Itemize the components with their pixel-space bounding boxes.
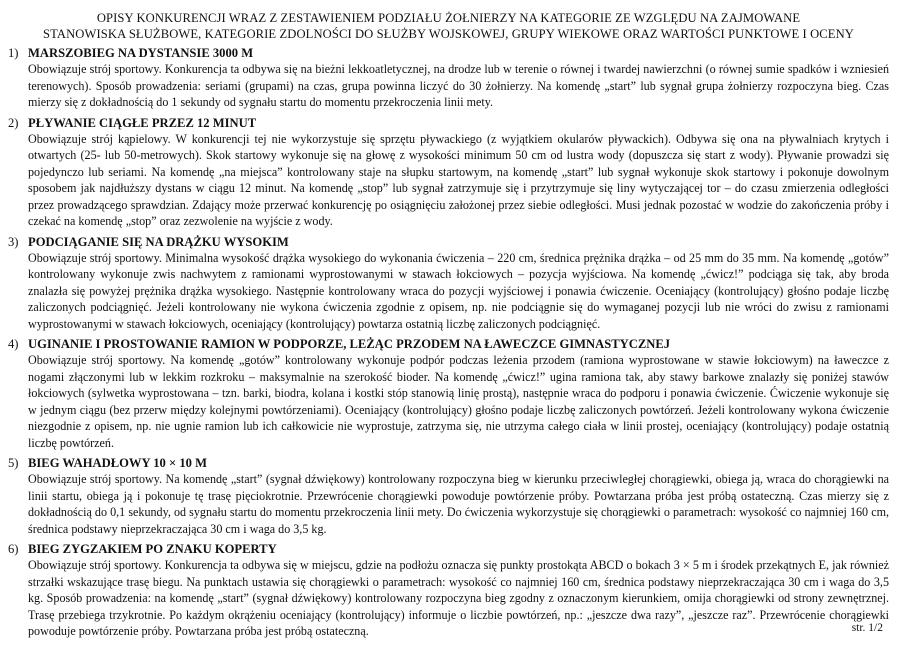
section-title: MARSZOBIEG NA DYSTANSIE 3000 M — [28, 46, 254, 60]
section-number: 3) — [8, 234, 19, 249]
document-title — [8, 10, 889, 42]
section-body: Obowiązuje strój sportowy. Konkurencja ta odbywa się w miejscu, gdzie na podłożu oznacza się punkty prostokąta ABCD o bokach 3 × 5 m i środek przekątnych E, jak również strzałki wskazujące trasę biegu. Na punktach ustawia się chorągiewki o parametrach: wysokość co najmniej 160 cm, średnica podstawy nieprzekraczająca 30 cm i waga do 3,5 kg. Sposób prowadzenia: na komendę „start” (sygnał dźwiękowy) kontrolowany rozpoczyna bieg zgodny z oznaczonym kierunkiem, omija chorągiewki od strony zewnętrznej. Trasę przebiega trzykrotnie. Po każdym okrążeniu oceniający (kontrolujący) informuje o liczbie powtórzeń, np.: „jeszcze dwa razy”, „jeszcze raz”. Przewrócenie chorągiewki powoduje powtórzenie próby. Powtarzana próba jest próbą ostateczną. — [28, 558, 889, 638]
document-title-line-2: STANOWISKA SŁUŻBOWE, KATEGORIE ZDOLNOŚCI DO SŁUŻBY WOJSKOWEJ, GRUPY WIEKOWE ORAZ WARTOŚCI PUNKTOWE I OCENY — [43, 27, 854, 41]
section-body: Obowiązuje strój sportowy. Na komendę „gotów” kontrolowany wykonuje podpór podczas leżenia przodem (ramiona wyprostowane w stawie łokciowym) na ławeczce z nogami złączonymi lub w lekkim rozkroku – maksymalnie na szerokość bioder. Na komendę „ćwicz!” ugina ramiona tak, aby stawy barkowe znalazły się poniżej stawów łokciowych (sylwetka wyprostowana – tzn. barki, biodra, kolana i kostki stóp stanowią linię prostą), następnie wraca do podporu i ponawia ćwiczenie. Ćwiczenie wykonuje się w jednym ciągu (bez przerw między kolejnymi powtórzeniami). Oceniający (kontrolujący) głośno podaje liczbę zaliczonych powtórzeń. Jeżeli kontrolowany wykona ćwiczenie niezgodnie z opisem, np. nie ugnie ramion lub ich całkowicie nie wyprostuje, zatrzyma się, nie utrzyma całego ciała w linii prostej, oceniający (kontrolujący) podaje ostatnią liczbę powtórzeń. — [28, 353, 889, 450]
section-number: 2) — [8, 115, 19, 130]
section-title: BIEG WAHADŁOWY 10 × 10 M — [28, 456, 207, 470]
section-uginanie-ramion — [8, 337, 889, 451]
document-title-line-1: OPISY KONKURENCJI WRAZ Z ZESTAWIENIEM PODZIAŁU ŻOŁNIERZY NA KATEGORIE ZE WZGLĘDU NA ZAJMOWANE — [96, 11, 801, 25]
page-number: str. 1/2 — [851, 622, 883, 634]
section-number: 1) — [8, 46, 19, 60]
section-body: Obowiązuje strój sportowy. Na komendę „start” (sygnał dźwiękowy) kontrolowany rozpoczyna bieg w kierunku przeciwległej chorągiewki, obiega ją, wraca do chorągiewki na linii startu, obiega ją i pokonuje tę trasę pięciokrotnie. Przewrócenie chorągiewki powoduje powtórzenie próby. Powtarzana próba jest próbą ostateczną. Czas mierzy się z dokładnością do 0,1 sekundy, od sygnału startu do momentu przekroczenia linii mety. Do ćwiczenia wykorzystuje się chorągiewki o parametrach: wysokość co najmniej 160 cm, średnica podstawy nieprzekraczająca 30 cm i waga do 3,5 kg. — [28, 472, 889, 536]
section-body: Obowiązuje strój sportowy. Konkurencja ta odbywa się na bieżni lekkoatletycznej, na drodze lub w terenie o równej i twardej nawierzchni (o równej sumie spadków i wzniesień terenowych). Sposób prowadzenia: seriami (grupami) na czas, grupa powinna liczyć do 30 żołnierzy. Na komendę „start” lub sygnał grupa żołnierzy rozpoczyna bieg. Czas mierzy się z dokładnością do 1 sekundy od sygnału startu do momentu przekroczenia linii mety. — [28, 62, 889, 109]
section-title: PODCIĄGANIE SIĘ NA DRĄŻKU WYSOKIM — [28, 234, 289, 249]
section-number: 4) — [8, 337, 19, 351]
section-body: Obowiązuje strój sportowy. Minimalna wysokość drążka wysokiego do wykonania ćwiczenia – 220 cm, średnica prężnika drążka – od 25 mm do 35 mm. Na komendę „gotów” kontrolowany wykonuje zwis nachwytem z ramionami wyprostowanymi w stawach łokciowych – pozycja wyjściowa. Na komendę „ćwicz!” podciąga się tak, aby broda znalazła się powyżej prężnika drążka wysokiego. Następnie kontrolowany wraca do pozycji wyjściowej i ponawia ćwiczenie. Oceniający (kontrolujący) głośno podaje liczbę zaliczonych podciągnięć. Jeżeli kontrolowany nie wykona ćwiczenia zgodnie z opisem, np. nie podciągnie się do wymaganej pozycji lub nie wróci do zwisu z ramionami wyprostowanymi w stawach łokciowych, oceniający (kontrolujący) powtarza ostatnią liczbę zaliczonych podciągnięć. — [28, 250, 889, 331]
section-marszobieg — [8, 46, 889, 111]
section-plywanie — [8, 116, 889, 230]
section-bieg-wahadlowy — [8, 456, 889, 537]
section-title: PŁYWANIE CIĄGŁE PRZEZ 12 MINUT — [28, 115, 257, 130]
section-title: UGINANIE I PROSTOWANIE RAMION W PODPORZE, LEŻĄC PRZODEM NA ŁAWECZCE GIMNASTYCZNEJ — [28, 337, 671, 351]
section-title: BIEG ZYGZAKIEM PO ZNAKU KOPERTY — [28, 542, 277, 556]
section-body: Obowiązuje strój kąpielowy. W konkurencji tej nie wykorzystuje się sprzętu pływackiego (z wyjątkiem okularów pływackich). Odbywa się ona na pływalniach krytych i otwartych (25- lub 50-metrowych). Skok startowy wykonuje się na głowę z wysokości minimum 50 cm od lustra wody (dopuszcza się start z wody). Pływanie prowadzi się pojedynczo lub seriami. Na komendę „na miejsca” kontrolowany staje na słupku startowym, na komendę „start” lub sygnał wykonuje skok startowy i pokonuje dowolnym sposobem jak najdłuższy dystans w ciągu 12 minut. Na komendę „stop” lub sygnał zatrzymuje się i przytrzymuje się liny wytyczającej tor – do czasu zmierzenia odległości przez prowadzącego sprawdzian. Zdający może przerwać konkurencję po osiągnięciu założonej przez siebie odległości. Musi jednak pozostać w wodzie do zakończenia próby i czekać na komendę „stop” oraz zezwolenie na wyjście z wody. — [28, 131, 889, 228]
section-podciaganie — [8, 235, 889, 333]
section-number: 5) — [8, 456, 19, 470]
section-bieg-zygzakiem — [8, 542, 889, 640]
section-number: 6) — [8, 542, 19, 556]
